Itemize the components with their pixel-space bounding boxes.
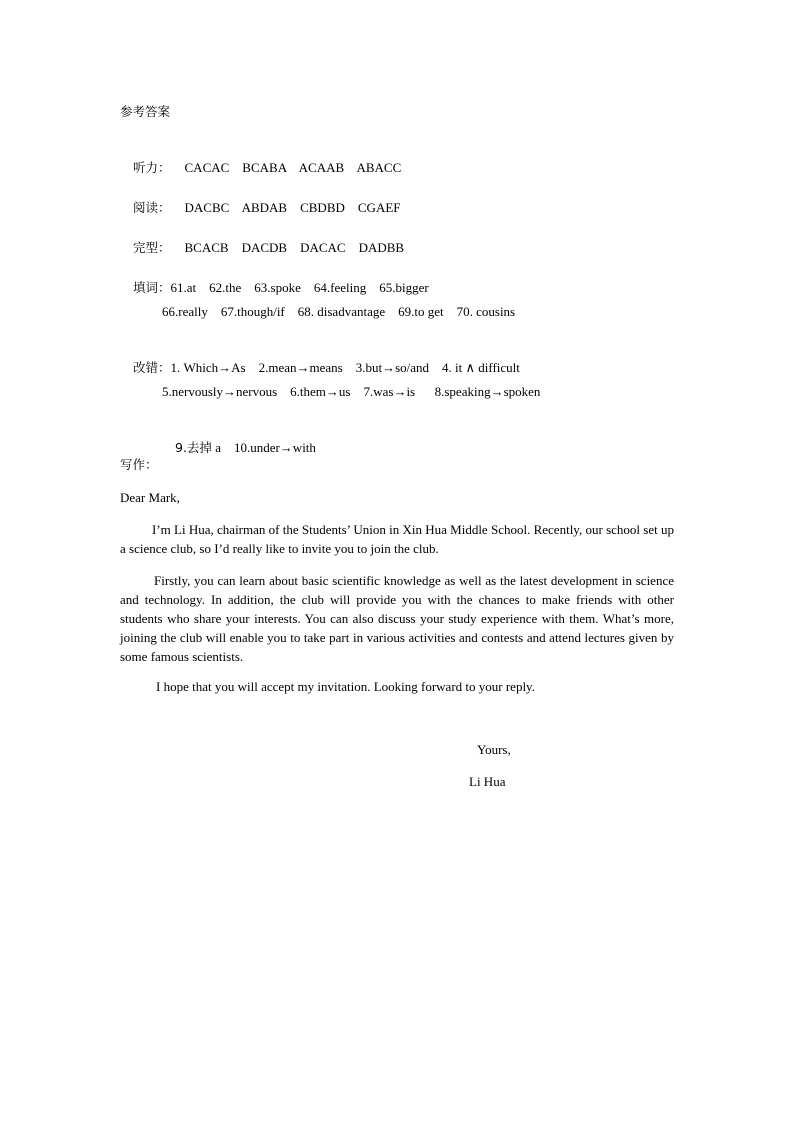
correction-answers-1: 1. Which→As 2.mean→means 3.but→so/and 4. it ∧ difficult xyxy=(170,360,520,375)
letter-paragraph-3 xyxy=(120,677,674,696)
correction-row-3 xyxy=(162,424,316,472)
fill-in-answers-2: 66.really 67.though/if 68. disadvantage 69.to get 70. cousins xyxy=(162,304,516,319)
reading-answers: DACBC ABDAB CBDBD CGAEF xyxy=(184,200,401,215)
fill-in-answers-1: 61.at 62.the 63.spoke 64.feeling 65.bigger xyxy=(170,280,429,295)
correction-answers-3: a 10.under→with xyxy=(211,440,316,455)
letter-paragraph-2-text: Firstly, you can learn about basic scientific knowledge as well as the latest development in science and technology. In addition, the club will provide you with the chances to make friends with other students who share your interests. You can also discuss your study experience with them. What’s more, joining the club will enable you to take part in various activities and contests and attend lectures given by some famous scientists. xyxy=(120,573,674,664)
page-title: 参考答案 xyxy=(120,104,171,119)
writing-label: 写作： xyxy=(120,457,158,472)
cloze-answers: BCACB DACDB DACAC DADBB xyxy=(184,240,405,255)
letter-signature: Li Hua xyxy=(469,774,506,789)
listening-answers: CACAC BCABA ACAAB ABACC xyxy=(184,160,402,175)
correction-label: 改错： xyxy=(133,360,171,375)
correction-answers-3-cn: 9.去掉 xyxy=(175,440,212,455)
letter-paragraph-1 xyxy=(120,520,674,558)
letter-paragraph-2 xyxy=(120,571,674,666)
letter-closing: Yours, xyxy=(477,742,511,757)
letter-paragraph-1-text: I’m Li Hua, chairman of the Students’ Union in Xin Hua Middle School. Recently, our school set up a science club, so I’d really like to invite you to join the club. xyxy=(120,522,674,556)
listening-label: 听力： xyxy=(133,160,171,175)
cloze-label: 完型： xyxy=(133,240,171,255)
reading-label: 阅读： xyxy=(133,200,171,215)
letter-salutation: Dear Mark, xyxy=(120,490,180,505)
fill-in-label: 填词： xyxy=(133,280,171,295)
letter-paragraph-3-text: I hope that you will accept my invitation. Looking forward to your reply. xyxy=(156,679,535,694)
correction-answers-2: 5.nervously→nervous 6.them→us 7.was→is 8.speaking→spoken xyxy=(162,384,541,399)
